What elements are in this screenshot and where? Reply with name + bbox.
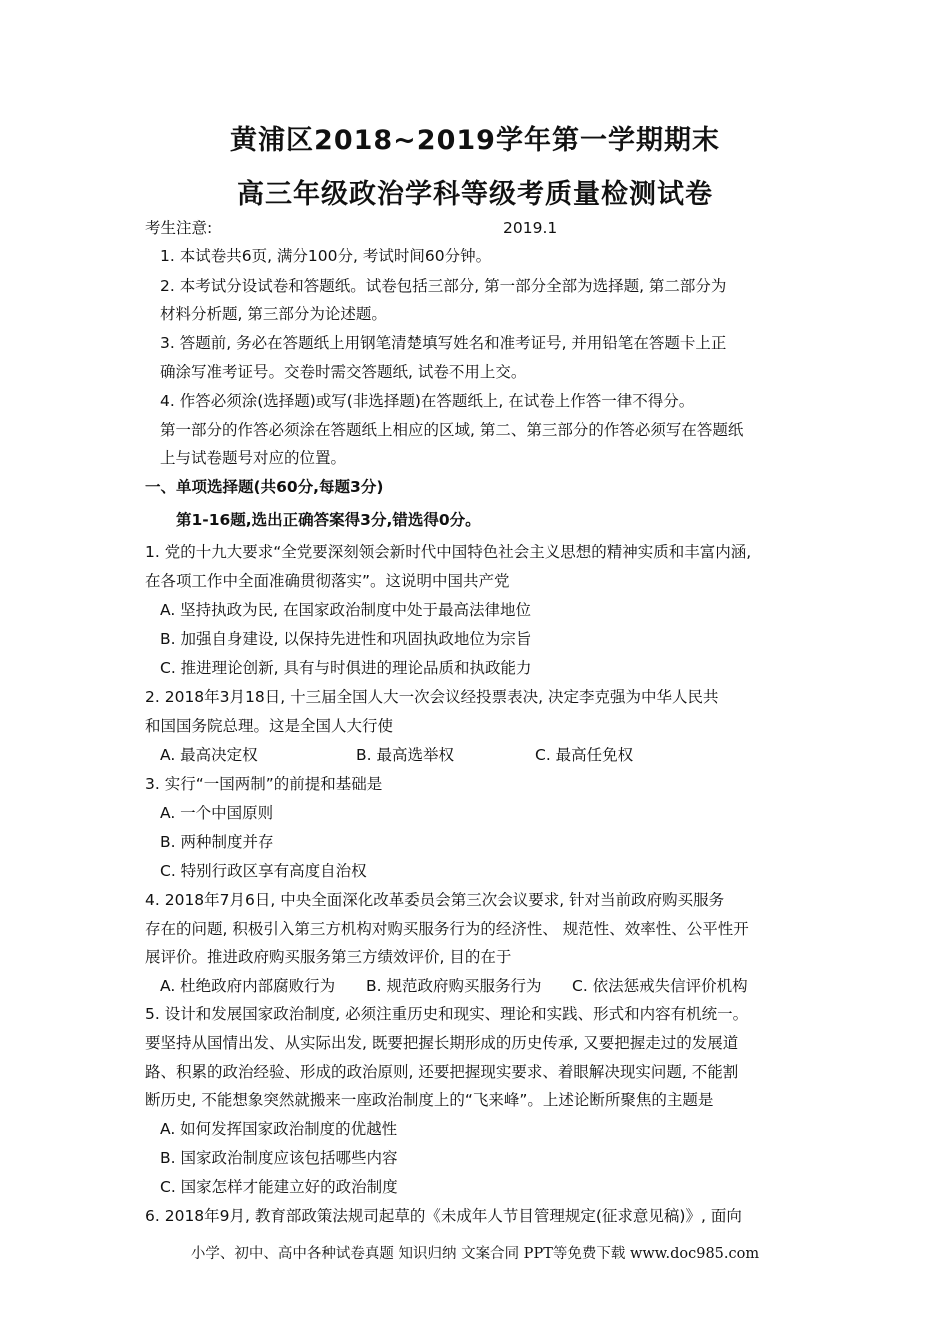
footer-watermark: 小学、初中、高中各种试卷真题 知识归纳 文案合同 PPT等免费下载 www.doc985.com xyxy=(190,1246,760,1262)
question-4-stem: 存在的问题, 积极引入第三方机构对购买服务行为的经济性、 规范性、效率性、公平性开 xyxy=(145,920,749,938)
question-4-option-c: C. 依法惩戒失信评价机构 xyxy=(572,977,748,995)
instruction-line: 3. 答题前, 务必在答题纸上用钢笔清楚填写姓名和准考证号, 并用铅笔在答题卡上正 xyxy=(160,334,727,352)
question-3-option-a: A. 一个中国原则 xyxy=(160,804,274,822)
question-2-stem: 2. 2018年3月18日, 十三届全国人大一次会议经投票表决, 决定李克强为中华人民共 xyxy=(145,688,719,706)
question-1-option-c: C. 推进理论创新, 具有与时俱进的理论品质和执政能力 xyxy=(160,659,532,677)
notice-label: 考生注意: xyxy=(145,219,213,237)
question-2-option-c: C. 最高任免权 xyxy=(535,746,634,764)
question-6-stem: 6. 2018年9月, 教育部政策法规司起草的《未成年人节目管理规定(征求意见稿)》, 面向 xyxy=(145,1207,742,1225)
question-5-stem: 断历史, 不能想象突然就搬来一座政治制度上的“飞来峰”。上述论断所聚焦的主题是 xyxy=(145,1091,714,1109)
question-1-option-b: B. 加强自身建设, 以保持先进性和巩固执政地位为宗旨 xyxy=(160,630,532,648)
instruction-line: 第一部分的作答必须涂在答题纸上相应的区域, 第二、第三部分的作答必须写在答题纸 xyxy=(160,421,744,439)
question-1-option-a: A. 坚持执政为民, 在国家政治制度中处于最高法律地位 xyxy=(160,601,532,619)
question-5-stem: 要坚持从国情出发、从实际出发, 既要把握长期形成的历史传承, 又要把握走过的发展道 xyxy=(145,1034,739,1052)
exam-title-line1: 黄浦区2018~2019学年第一学期期末 xyxy=(230,125,720,156)
question-4-stem: 4. 2018年7月6日, 中央全面深化改革委员会第三次会议要求, 针对当前政府购买服务 xyxy=(145,891,725,909)
question-3-option-b: B. 两种制度并存 xyxy=(160,833,274,851)
question-4-stem: 展评价。推进政府购买服务第三方绩效评价, 目的在于 xyxy=(145,948,512,966)
question-2-option-b: B. 最高选举权 xyxy=(356,746,454,764)
instruction-line: 确涂写准考证号。交卷时需交答题纸, 试卷不用上交。 xyxy=(160,363,527,381)
question-5-stem: 5. 设计和发展国家政治制度, 必须注重历史和现实、理论和实践、形式和内容有机统一。 xyxy=(145,1005,749,1023)
instruction-line: 材料分析题, 第三部分为论述题。 xyxy=(160,305,387,323)
question-4-option-b: B. 规范政府购买服务行为 xyxy=(366,977,542,995)
question-3-option-c: C. 特别行政区享有高度自治权 xyxy=(160,862,367,880)
instruction-line: 1. 本试卷共6页, 满分100分, 考试时间60分钟。 xyxy=(160,247,492,265)
question-3-stem: 3. 实行“一国两制”的前提和基础是 xyxy=(145,775,383,793)
instruction-line: 上与试卷题号对应的位置。 xyxy=(160,449,347,467)
question-2-option-a: A. 最高决定权 xyxy=(160,746,258,764)
question-5-option-c: C. 国家怎样才能建立好的政治制度 xyxy=(160,1178,398,1196)
question-1-stem: 1. 党的十九大要求“全党要深刻领会新时代中国特色社会主义思想的精神实质和丰富内涵, xyxy=(145,543,752,561)
question-5-option-a: A. 如何发挥国家政治制度的优越性 xyxy=(160,1120,398,1138)
question-4-option-a: A. 杜绝政府内部腐败行为 xyxy=(160,977,336,995)
question-5-option-b: B. 国家政治制度应该包括哪些内容 xyxy=(160,1149,398,1167)
instruction-line: 4. 作答必须涂(选择题)或写(非选择题)在答题纸上, 在试卷上作答一律不得分。 xyxy=(160,392,695,410)
exam-title-line2: 高三年级政治学科等级考质量检测试卷 xyxy=(237,179,713,210)
instruction-line: 2. 本考试分设试卷和答题纸。试卷包括三部分, 第一部分全部为选择题, 第二部分为 xyxy=(160,277,727,295)
section-heading: 一、单项选择题(共60分,每题3分) xyxy=(145,478,384,496)
question-1-stem: 在各项工作中全面准确贯彻落实”。这说明中国共产党 xyxy=(145,572,510,590)
section-subheading: 第1-16题,选出正确答案得3分,错选得0分。 xyxy=(176,511,481,529)
exam-date: 2019.1 xyxy=(503,219,558,237)
question-5-stem: 路、积累的政治经验、形成的政治原则, 还要把握现实要求、着眼解决现实问题, 不能割 xyxy=(145,1063,739,1081)
question-2-stem: 和国国务院总理。这是全国人大行使 xyxy=(145,717,394,735)
